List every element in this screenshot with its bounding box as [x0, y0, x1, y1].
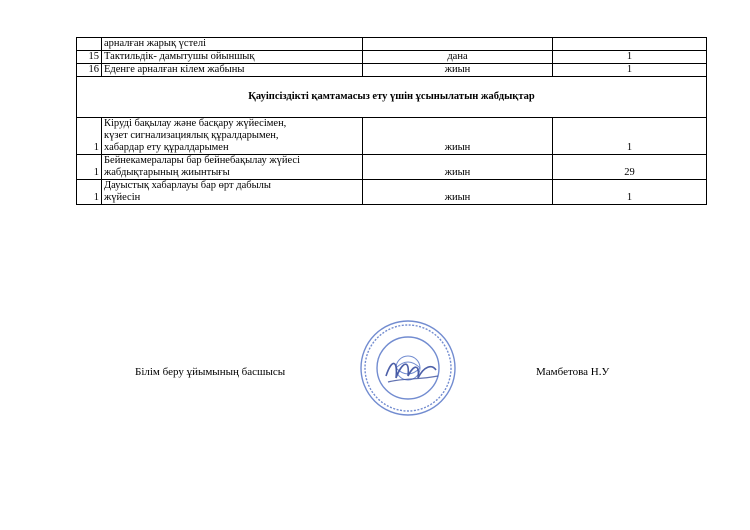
- row-name-line: жүйесін: [104, 192, 141, 203]
- row-qty: 1: [553, 51, 707, 64]
- row-number: [77, 38, 102, 51]
- row-name-line: жабдықтарының жиынтығы: [104, 167, 230, 178]
- table-row: [77, 64, 707, 77]
- row-name: арналған жарық үстелі: [102, 38, 363, 51]
- row-unit: [363, 38, 553, 51]
- row-name-line: Дауыстық хабарлауы бар өрт дабылы: [104, 180, 271, 191]
- row-unit: жиын: [363, 64, 553, 77]
- table-row: [77, 180, 707, 205]
- signatory-position: Білім беру ұйымының басшысы: [135, 366, 286, 378]
- row-name: Еденге арналған кілем жабыны: [102, 64, 363, 77]
- row-number: 1: [77, 180, 102, 205]
- row-number: 1: [77, 155, 102, 180]
- row-unit: дана: [363, 51, 553, 64]
- table-row: [77, 51, 707, 64]
- row-unit: жиын: [363, 118, 553, 155]
- equipment-table: [76, 37, 707, 205]
- row-name: [102, 118, 363, 155]
- row-number: 15: [77, 51, 102, 64]
- row-qty: 1: [553, 64, 707, 77]
- row-qty: 1: [553, 180, 707, 205]
- table-row: [77, 118, 707, 155]
- row-name-line: Бейнекамералары бар бейнебақылау жүйесі: [104, 155, 300, 166]
- row-number: 16: [77, 64, 102, 77]
- row-name: [102, 155, 363, 180]
- row-unit: жиын: [363, 155, 553, 180]
- row-qty: 1: [553, 118, 707, 155]
- row-name-line: күзет сигнализациялық құралдарымен,: [104, 130, 279, 141]
- section-title: Қауіпсіздікті қамтамасыз ету үшін ұсынылатын жабдықтар: [77, 77, 707, 118]
- table-row: [77, 38, 707, 51]
- row-qty: 29: [553, 155, 707, 180]
- row-qty: [553, 38, 707, 51]
- section-header-row: [77, 77, 707, 118]
- row-number: 1: [77, 118, 102, 155]
- row-name-line: хабардар ету құралдарымен: [104, 142, 229, 153]
- row-name-line: Кіруді бақылау және басқару жүйесімен,: [104, 118, 287, 129]
- signatory-name: Мамбетова Н.У: [536, 366, 610, 378]
- row-name: Тактильдік- дамытушы ойыншық: [102, 51, 363, 64]
- table-row: [77, 155, 707, 180]
- row-name: [102, 180, 363, 205]
- signature-mark: [386, 363, 436, 378]
- official-seal-stamp: [358, 318, 458, 418]
- row-unit: жиын: [363, 180, 553, 205]
